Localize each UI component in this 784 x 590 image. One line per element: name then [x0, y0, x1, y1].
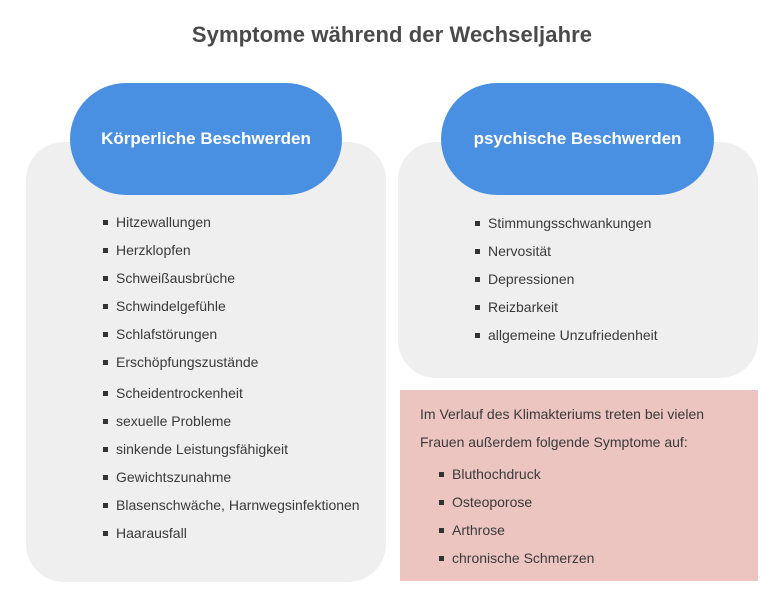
list-item: Blasenschwäche, Harnwegsinfektionen	[103, 491, 360, 519]
list-item: Scheidentrockenheit	[103, 379, 360, 407]
list-item: Bluthochdruck	[439, 460, 594, 488]
additional-symptoms-box	[400, 390, 758, 581]
list-item: Schwindelgefühle	[103, 292, 360, 320]
list-item: Stimmungsschwankungen	[475, 209, 658, 237]
list-item: Reizbarkeit	[475, 293, 658, 321]
psychological-symptoms-heading: psychische Beschwerden	[441, 83, 714, 195]
list-item: Hitzewallungen	[103, 208, 360, 236]
intro-line: Im Verlauf des Klimakteriums treten bei vielen	[420, 406, 705, 422]
psychological-symptoms-list	[475, 209, 658, 349]
list-item: Osteoporose	[439, 488, 594, 516]
list-item: chronische Schmerzen	[439, 544, 594, 572]
list-item: Gewichtszunahme	[103, 463, 360, 491]
list-item: sexuelle Probleme	[103, 407, 360, 435]
additional-symptoms-intro	[420, 400, 750, 456]
list-item: Depressionen	[475, 265, 658, 293]
list-item: Nervosität	[475, 237, 658, 265]
page-title: Symptome während der Wechseljahre	[191, 22, 593, 47]
list-item: Schweißausbrüche	[103, 264, 360, 292]
intro-line: Frauen außerdem folgende Symptome auf:	[420, 434, 688, 450]
list-item: allgemeine Unzufriedenheit	[475, 321, 658, 349]
list-item: Erschöpfungszustände	[103, 348, 360, 376]
additional-symptoms-list	[439, 460, 594, 572]
list-item: Herzklopfen	[103, 236, 360, 264]
list-item: Haarausfall	[103, 519, 360, 547]
list-item: sinkende Leistungsfähigkeit	[103, 435, 360, 463]
physical-symptoms-list	[103, 208, 360, 547]
list-item: Schlafstörungen	[103, 320, 360, 348]
list-item: Arthrose	[439, 516, 594, 544]
physical-symptoms-heading: Körperliche Beschwerden	[70, 83, 342, 195]
